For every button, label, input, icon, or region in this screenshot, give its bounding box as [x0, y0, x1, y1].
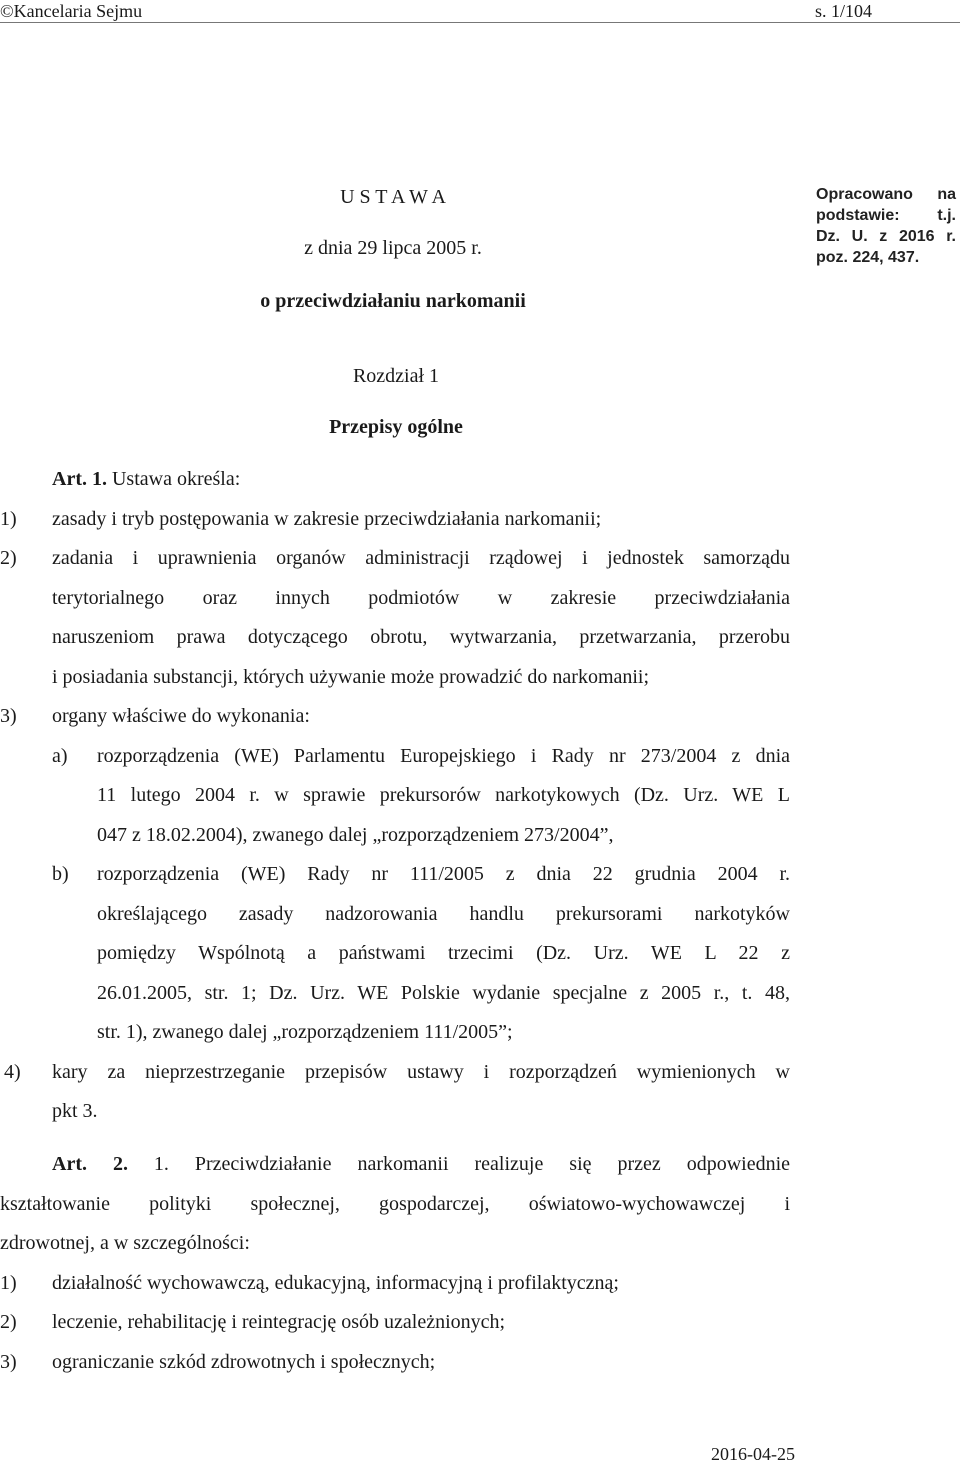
article-2-line: kształtowanie polityki społecznej, gospodarczej, oświatowo-wychowawczej i [0, 1192, 790, 1215]
source-note-line: poz. 224, 437. [816, 249, 920, 266]
sub-item: b) rozporządzenia (WE) Rady nr 111/2005 z dnia 22 grudnia 2004 r. [0, 855, 790, 895]
sub-item-line: 047 z 18.02.2004), zwanego dalej „rozporządzeniem 273/2004”, [97, 823, 614, 846]
source-note-line: Dz. U. z 2016 r. [816, 228, 956, 245]
act-subject: o przeciwdziałaniu narkomanii [260, 290, 526, 312]
list-item: 1) zasady i tryb postępowania w zakresie przeciwdziałania narkomanii; [0, 500, 790, 540]
article-2-heading [0, 1145, 790, 1185]
act-date: z dnia 29 lipca 2005 r. [304, 237, 482, 259]
chapter-number: Rozdział 1 [352, 365, 440, 387]
list-item-line: i posiadania substancji, których używanie może prowadzić do narkomanii; [52, 665, 650, 688]
page-number: s. 1/104 [815, 1, 873, 21]
list-item: 1) działalność wychowawczą, edukacyjną, informacyjną i profilaktyczną; [0, 1264, 790, 1304]
chapter-title: Przepisy ogólne [329, 416, 463, 438]
article-1-intro: Ustawa określa: [111, 468, 241, 490]
list-item: 4) kary za nieprzestrzeganie przepisów ustawy i rozporządzeń wymienionych w [0, 1053, 790, 1093]
article-2-line: Przeciwdziałanie narkomanii realizuje się przez odpowiednie [194, 1153, 791, 1175]
article-2-paragraph: 1. [153, 1153, 169, 1175]
article-2-label: Art. 2. [52, 1153, 128, 1175]
item-number: 2) [0, 1311, 17, 1333]
copyright-label: ©Kancelaria Sejmu [0, 1, 143, 21]
sub-item-line: 11 lutego 2004 r. w sprawie prekursorów narkotykowych (Dz. Urz. WE L [97, 784, 790, 806]
article-1-label: Art. 1. [52, 468, 107, 490]
article-2 [0, 1145, 790, 1382]
source-note-line: podstawie: t.j. [816, 207, 956, 224]
list-item-line: naruszeniom prawa dotyczącego obrotu, wytwarzania, przetwarzania, przerobu [52, 626, 790, 648]
article-1 [0, 460, 790, 1132]
source-note [816, 184, 956, 268]
list-item: 2) zadania i uprawnienia organów administracji rządowej i jednostek samorządu [0, 539, 790, 579]
sub-item-letter: a) [52, 744, 68, 767]
item-number: 3) [0, 705, 17, 727]
sub-item: a) rozporządzenia (WE) Parlamentu Europejskiego i Rady nr 273/2004 z dnia [0, 737, 790, 777]
act-title: U S T A W A [340, 186, 446, 208]
footer-date: 2016-04-25 [711, 1444, 795, 1464]
article-2-line: zdrowotnej, a w szczególności: [0, 1232, 250, 1254]
item-number: 1) [0, 1271, 17, 1294]
list-item-line: terytorialnego oraz innych podmiotów w zakresie przeciwdziałania [52, 586, 790, 609]
sub-item-line: str. 1), zwanego dalej „rozporządzeniem 111/2005”; [97, 1021, 513, 1043]
header-divider [0, 22, 960, 23]
list-item-line: pkt 3. [52, 1100, 98, 1122]
list-item: 2) leczenie, rehabilitację i reintegrację osób uzależnionych; [0, 1303, 790, 1343]
article-1-heading [0, 460, 790, 500]
item-number: 2) [0, 547, 17, 569]
item-number: 3) [0, 1350, 17, 1373]
sub-item-line: pomiędzy Wspólnotą a państwami trzecimi (Dz. Urz. WE L 22 z [97, 942, 790, 964]
list-item: 3) ograniczanie szkód zdrowotnych i społecznych; [0, 1343, 790, 1383]
list-item: 3) organy właściwe do wykonania: [0, 697, 790, 737]
sub-item-line: określającego zasady nadzorowania handlu prekursorami narkotyków [97, 902, 790, 925]
page-header [0, 0, 960, 22]
source-note-line: Opracowano na [816, 186, 956, 203]
item-number: 4) [4, 1060, 21, 1083]
item-number: 1) [0, 507, 17, 530]
sub-item-letter: b) [52, 863, 69, 885]
sub-item-line: 26.01.2005, str. 1; Dz. Urz. WE Polskie wydanie specjalne z 2005 r., t. 48, [97, 981, 790, 1004]
